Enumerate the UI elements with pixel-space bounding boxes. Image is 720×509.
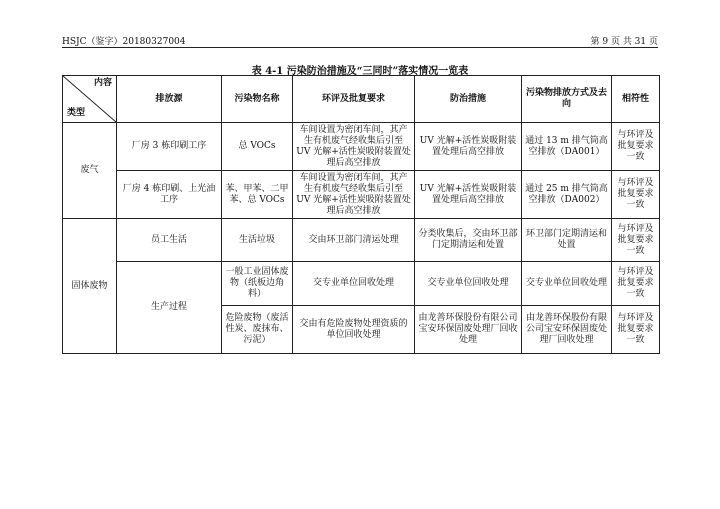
table-row [63, 123, 660, 171]
cell-measures: 交专业单位回收处理 [415, 262, 522, 306]
pollution-control-table [62, 75, 660, 354]
table-row [63, 171, 660, 219]
col-header-measures: 防治措施 [415, 76, 522, 123]
col-header-discharge: 污染物排放方式及去向 [522, 76, 612, 123]
cell-measures: UV 光解+活性炭吸附装置处理后高空排放 [415, 123, 522, 171]
group-solid-waste: 固体废物 [63, 219, 117, 354]
table-title: 表 4-1 污染防治措施及“三同时”落实情况一览表 [251, 66, 469, 77]
cell-eia-requirement: 交由环卫部门清运处理 [293, 219, 415, 262]
cell-pollutant: 危险废物（废活性炭、废抹布、污泥） [222, 306, 293, 354]
cell-discharge: 交专业单位回收处理 [522, 262, 612, 306]
header-rule [62, 47, 658, 48]
table-row [63, 219, 660, 262]
cell-compliance: 与环评及批复要求一致 [612, 171, 660, 219]
page-header [62, 34, 658, 46]
cell-pollutant: 总 VOCs [222, 123, 293, 171]
page-info: 第 9 页 共 31 页 [590, 37, 658, 47]
group-production: 生产过程 [117, 262, 222, 354]
cell-discharge: 环卫部门定期清运和处置 [522, 219, 612, 262]
cell-discharge: 通过 25 m 排气筒高空排放（DA002） [522, 171, 612, 219]
cell-source: 厂房 4 栋印刷、上光油工序 [117, 171, 222, 219]
corner-top-label: 内容 [93, 78, 112, 88]
col-header-eia-requirement: 环评及批复要求 [293, 76, 415, 123]
header-row [63, 76, 660, 123]
cell-discharge: 由龙善环保股份有限公司宝安环保固废处理厂回收处理 [522, 306, 612, 354]
corner-header-cell [63, 76, 117, 123]
cell-compliance: 与环评及批复要求一致 [612, 262, 660, 306]
cell-pollutant: 生活垃圾 [222, 219, 293, 262]
corner-bottom-label: 类型 [67, 108, 86, 118]
report-id: HSJC（鉴字）20180327004 [62, 37, 186, 47]
cell-eia-requirement: 车间设置为密闭车间，其产生有机废气经收集后引至 UV 光解+活性炭吸附装置处理后高空排放 [293, 123, 415, 171]
cell-eia-requirement: 车间设置为密闭车间，其产生有机废气经收集后引至 UV 光解+活性炭吸附装置处理后高空排放 [293, 171, 415, 219]
cell-eia-requirement: 交专业单位回收处理 [293, 262, 415, 306]
cell-source: 厂房 3 栋印刷工序 [117, 123, 222, 171]
group-waste-gas: 废气 [63, 123, 117, 219]
cell-compliance: 与环评及批复要求一致 [612, 123, 660, 171]
col-header-compliance: 相符性 [612, 76, 660, 123]
cell-source: 员工生活 [117, 219, 222, 262]
cell-discharge: 通过 13 m 排气筒高空排放（DA001） [522, 123, 612, 171]
cell-eia-requirement: 交由有危险废物处理资质的单位回收处理 [293, 306, 415, 354]
table-row [63, 262, 660, 306]
cell-pollutant: 一般工业固体废物（纸板边角料） [222, 262, 293, 306]
cell-measures: 分类收集后，交由环卫部门定期清运和处置 [415, 219, 522, 262]
cell-pollutant: 苯、甲苯、二甲苯、总 VOCs [222, 171, 293, 219]
cell-measures: UV 光解+活性炭吸附装置处理后高空排放 [415, 171, 522, 219]
col-header-source: 排放源 [117, 76, 222, 123]
cell-compliance: 与环评及批复要求一致 [612, 219, 660, 262]
col-header-pollutant: 污染物名称 [222, 76, 293, 123]
cell-measures: 由龙善环保股份有限公司宝安环保固废处理厂回收处理 [415, 306, 522, 354]
cell-compliance: 与环评及批复要求一致 [612, 306, 660, 354]
